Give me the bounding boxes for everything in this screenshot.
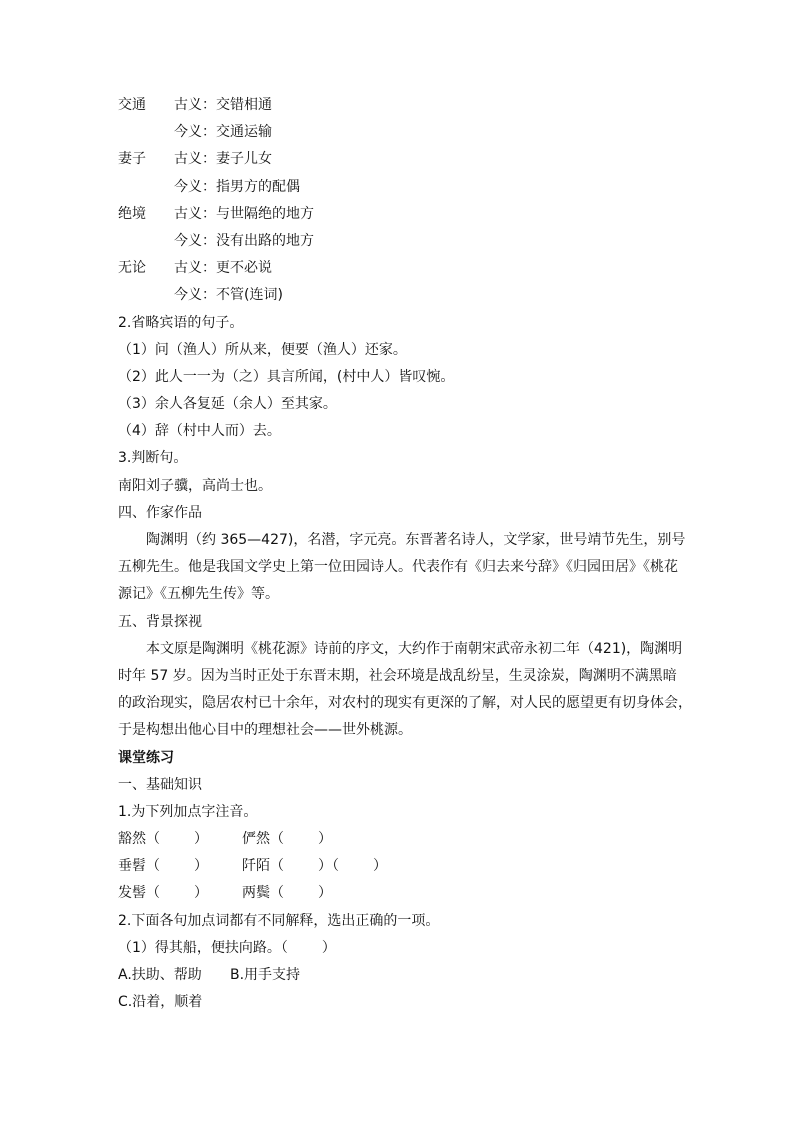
blank-close: ） xyxy=(194,858,208,875)
question-1-heading: 1.为下列加点字注音。 xyxy=(118,803,258,820)
judgment-example: 南阳刘子骥，高尚士也。 xyxy=(118,477,272,494)
blank-close: ） xyxy=(194,831,208,848)
omission-item: （2）此人一一为（之）具言所闻，(村中人）皆叹惋。 xyxy=(118,368,455,385)
background-paragraph-line: 时年 57 岁。因为当时正处于东晋末期，社会环境是战乱纷呈，生灵涂炭，陶渊明不满黑暗 xyxy=(118,667,677,684)
background-paragraph-line: 于是构想出他心目中的理想社会——世外桃源。 xyxy=(118,722,412,739)
vocab-term: 无论 xyxy=(118,260,146,277)
background-paragraph-line: 本文原是陶渊明《桃花源》诗前的序文，大约作于南朝宋武帝永初二年（421)，陶渊明 xyxy=(146,640,683,657)
option-c: C.沿着，顺着 xyxy=(118,994,203,1011)
vocab-modern-meaning: 今义：没有出路的地方 xyxy=(174,232,314,249)
pinyin-item: 发髻（ xyxy=(118,885,160,902)
vocab-term-row xyxy=(118,201,678,228)
pinyin-row xyxy=(118,826,678,853)
pinyin-item: 两鬓（ xyxy=(242,885,284,902)
vocab-term: 交通 xyxy=(118,97,146,113)
vocab-modern-row xyxy=(118,282,678,309)
pinyin-item: 俨然（ xyxy=(242,831,284,848)
vocab-ancient-meaning: 古义：妻子儿女 xyxy=(174,151,272,168)
question-2-sub-text: （1）得其船，便扶向路。（ xyxy=(118,939,288,956)
question-2-heading: 2.下面各句加点词都有不同解释，选出正确的一项。 xyxy=(118,912,440,929)
vocab-term: 妻子 xyxy=(118,151,146,168)
pinyin-item: 豁然（ xyxy=(118,831,160,848)
vocab-term-row xyxy=(118,146,678,173)
option-b: B.用手支持 xyxy=(230,967,301,983)
vocab-modern-meaning: 今义：不管(连词) xyxy=(174,287,283,304)
pinyin-row xyxy=(118,880,678,907)
option-a: A.扶助、帮助 xyxy=(118,967,202,983)
judgment-heading: 3.判断句。 xyxy=(118,450,188,467)
blank-close: ） xyxy=(194,885,208,902)
vocab-ancient-meaning: 古义：交错相通 xyxy=(174,97,272,113)
vocab-modern-meaning: 今义：交通运输 xyxy=(174,124,272,141)
omission-item: （1）问（渔人）所从来，便要（渔人）还家。 xyxy=(118,341,407,358)
blank-close: ） xyxy=(373,858,387,875)
document-body xyxy=(118,92,692,1016)
author-paragraph-line: 源记》《五柳先生传》等。 xyxy=(118,586,279,603)
omission-item: （3）余人各复延（余人）至其家。 xyxy=(118,396,337,413)
author-paragraph-line: 五柳先生。他是我国文学史上第一位田园诗人。代表作有《归去来兮辞》《归园田居》《桃花 xyxy=(118,559,678,576)
vocab-modern-row xyxy=(118,228,678,255)
pinyin-item: 阡陌（ xyxy=(242,858,284,875)
blank-close: ） xyxy=(318,831,332,848)
vocab-modern-row xyxy=(118,119,678,146)
options-row xyxy=(118,962,678,989)
practice-section-heading: 一、基础知识 xyxy=(118,776,202,793)
practice-title: 课堂练习 xyxy=(118,749,174,766)
author-paragraph-line: 陶渊明（约 365—427)，名潜，字元亮。东晋著名诗人，文学家，世号靖节先生，别号 xyxy=(146,532,686,548)
background-paragraph-line: 的政治现实，隐居农村已十余年，对农村的现实有更深的了解，对人民的愿望更有切身体会， xyxy=(118,695,692,712)
pinyin-item: 垂髫（ xyxy=(118,858,160,875)
pinyin-row xyxy=(118,853,678,880)
omission-heading: 2.省略宾语的句子。 xyxy=(118,314,244,331)
vocab-modern-meaning: 今义：指男方的配偶 xyxy=(174,178,300,195)
vocab-term-row xyxy=(118,255,678,282)
question-2-sub xyxy=(118,935,678,962)
vocab-term-row xyxy=(118,92,678,119)
vocab-term: 绝境 xyxy=(118,205,146,222)
vocab-ancient-meaning: 古义：更不必说 xyxy=(174,260,272,277)
blank-close: ）（ xyxy=(318,858,339,875)
author-heading: 四、作家作品 xyxy=(118,504,202,521)
background-heading: 五、背景探视 xyxy=(118,613,202,630)
vocab-ancient-meaning: 古义：与世隔绝的地方 xyxy=(174,205,314,222)
blank-close: ） xyxy=(318,885,332,902)
blank-close: ） xyxy=(321,939,336,956)
vocab-modern-row xyxy=(118,174,678,201)
omission-item: （4）辞（村中人而）去。 xyxy=(118,423,281,440)
